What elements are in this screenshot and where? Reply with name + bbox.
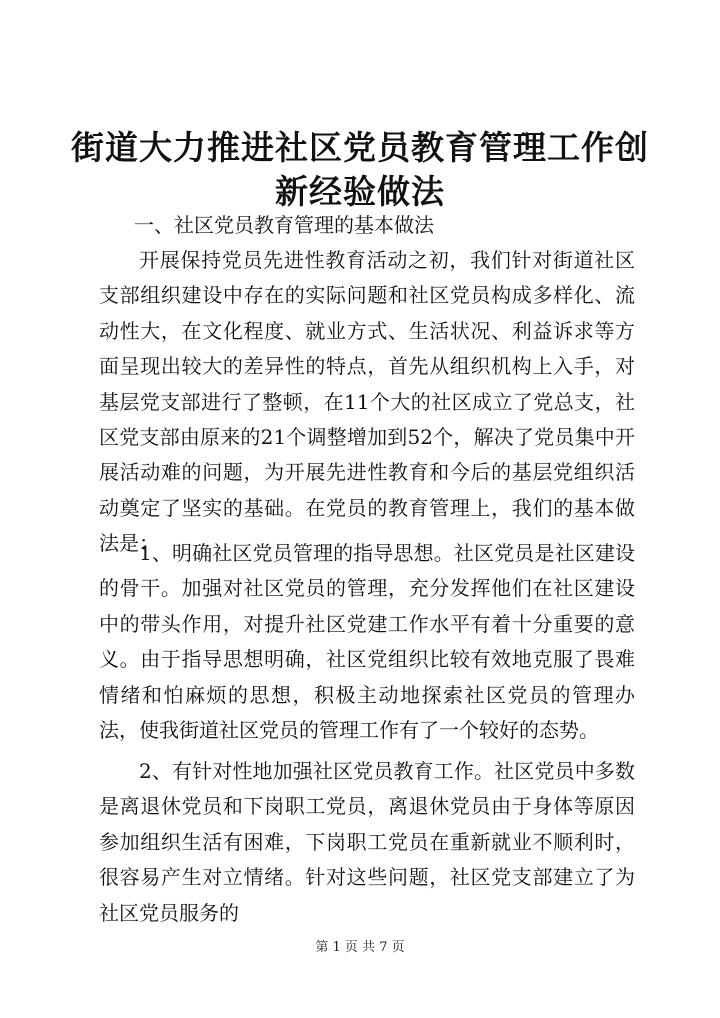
body-paragraph-3: 2、有针对性地加强社区党员教育工作。社区党员中多数是离退休党员和下岗职工党员，离退休党员由于身体等原因参加组织生活有困难，下岗职工党员在重新就业不顺利时，很容易产生对立情绪。针对这些问题，社区党支部建立了为社区党员服务的: [99, 759, 635, 925]
page-number-footer: 第 1 页 共 7 页: [315, 940, 405, 955]
document-title: 街道大力推进社区党员教育管理工作创新经验做法: [71, 128, 649, 211]
body-paragraph-2: 1、明确社区党员管理的指导思想。社区党员是社区建设的骨干。加强对社区党员的管理，充分发挥他们在社区建设中的带头作用，对提升社区党建工作水平有着十分重要的意义。由于指导思想明确，社区党组织比较有效地克服了畏难情绪和怕麻烦的思想，积极主动地探索社区党员的管理办法，使我街道社区党员的管理工作有了一个较好的态势。: [99, 541, 635, 743]
body-paragraph-1: 开展保持党员先进性教育活动之初，我们针对街道社区支部组织建设中存在的实际问题和社区党员构成多样化、流动性大，在文化程度、就业方式、生活状况、利益诉求等方面呈现出较大的差异性的特点，首先从组织机构上入手，对基层党支部进行了整顿，在11个大的社区成立了党总支，社区党支部由原来的21个调整增加到52个，解决了党员集中开展活动难的问题，为开展先进性教育和今后的基层党组织活动奠定了坚实的基础。在党员的教育管理上，我们的基本做法是：: [99, 248, 635, 556]
section-heading: 一、社区党员教育管理的基本做法: [134, 213, 434, 237]
